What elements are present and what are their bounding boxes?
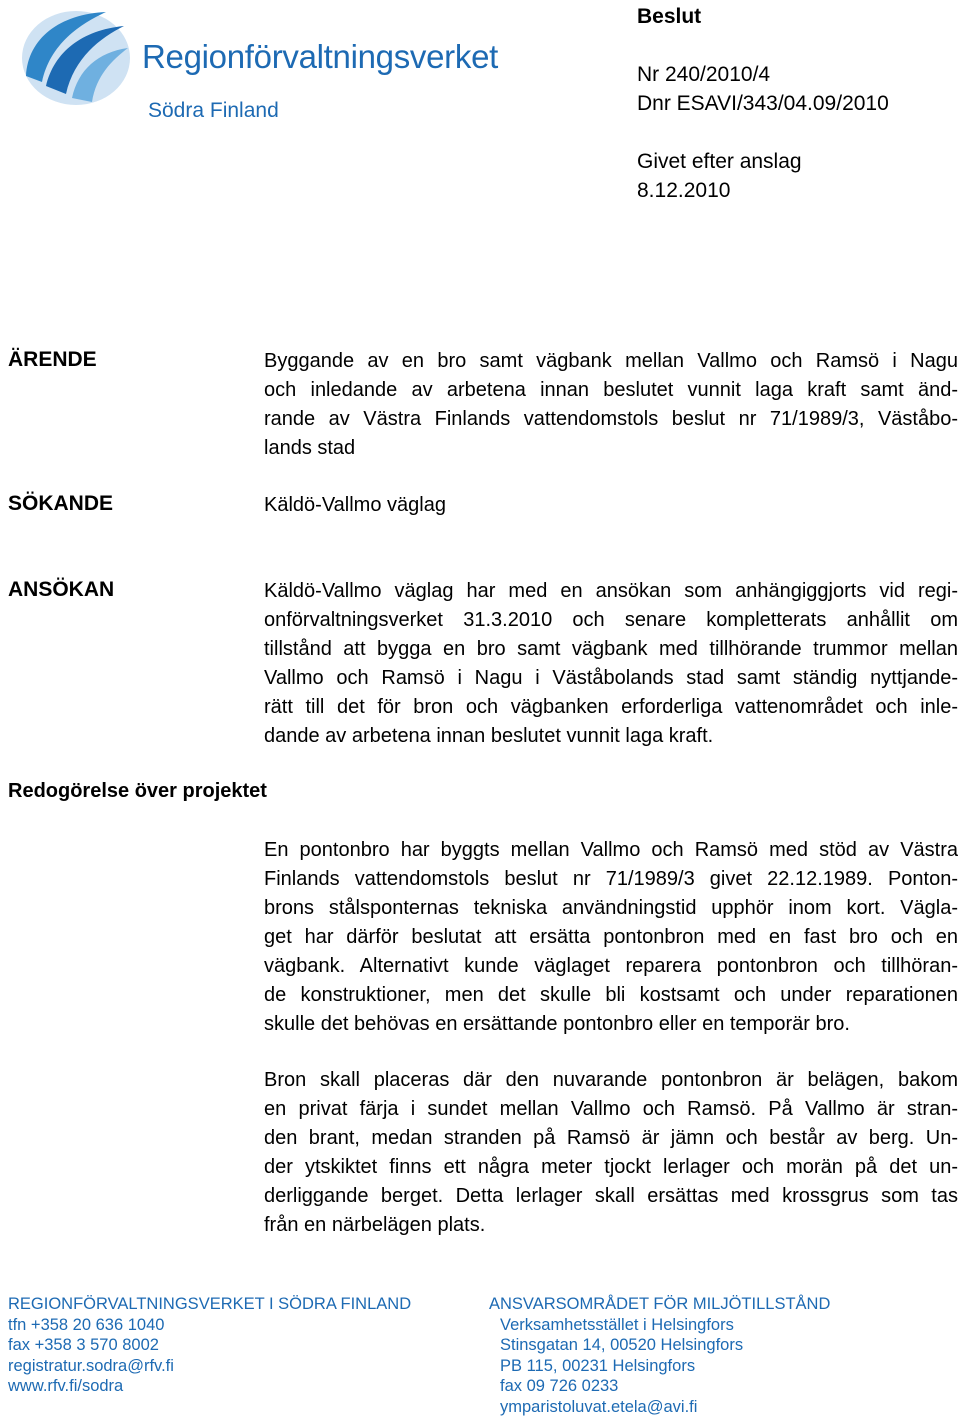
footer-agency-phone: tfn +358 20 636 1040 — [8, 1315, 165, 1334]
footer-department-email[interactable]: ymparistoluvat.etela@avi.fi — [500, 1397, 698, 1416]
text-line: Bron skall placeras där den nuvarande pontonbron är belägen, bakom — [264, 1069, 958, 1091]
footer-agency-website[interactable]: www.rfv.fi/sodra — [8, 1377, 124, 1395]
diary-number: Dnr ESAVI/343/04.09/2010 — [637, 92, 889, 115]
text-line: från en närbelägen plats. — [264, 1214, 486, 1236]
text-line: lands stad — [264, 437, 356, 459]
redogorelse-heading: Redogörelse över projektet — [8, 780, 267, 802]
footer-department-title: ANSVARSOMRÅDET FÖR MILJÖTILLSTÅND — [489, 1295, 831, 1313]
redogorelse-paragraph-1 — [264, 836, 958, 1039]
text-line: onförvaltningsverket 31.3.2010 och senare kompletterats anhållit om — [264, 609, 958, 631]
decision-number: Nr 240/2010/4 — [637, 63, 771, 86]
footer-agency-email[interactable]: registratur.sodra@rfv.fi — [8, 1356, 174, 1375]
ansokan-text — [264, 577, 958, 751]
text-line: En pontonbro har byggts mellan Vallmo och Ramsö med stöd av Västra — [264, 839, 958, 861]
text-line: derliggande berget. Detta lerlager skall ersättas med krossgrus som tas — [264, 1185, 958, 1207]
text-line: Byggande av en bro samt vägbank mellan Vallmo och Ramsö i Nagu — [264, 350, 958, 372]
footer-department-pobox: PB 115, 00231 Helsingfors — [500, 1356, 696, 1375]
text-line: rätt till det för bron och vägbanken erforderliga vattenområdet och inle- — [264, 696, 958, 718]
text-line: Vallmo och Ramsö i Nagu i Väståbolands stad samt ständig nyttjande- — [264, 667, 958, 689]
text-line: den brant, medan stranden på Ramsö är jämn och består av berg. Un- — [264, 1127, 958, 1149]
text-line: der ytskiktet finns ett några meter tjockt lerlager och morän på det un- — [264, 1156, 958, 1178]
logo-emblem — [20, 8, 132, 108]
document-type: Beslut — [637, 5, 702, 28]
given-date: 8.12.2010 — [637, 179, 731, 202]
sokande-value — [264, 491, 958, 520]
ansokan-label: ANSÖKAN — [8, 578, 115, 601]
text-line: rande av Västra Finlands vattendomstols beslut nr 71/1989/3, Väståbo- — [264, 408, 958, 430]
footer-department — [489, 1294, 830, 1417]
logo-region: Södra Finland — [148, 99, 279, 122]
given-label: Givet efter anslag — [637, 150, 802, 173]
arende-text — [264, 347, 958, 463]
text-line: Finlands vattendomstols beslut nr 71/1989/3 givet 22.12.1989. Ponton- — [264, 868, 958, 890]
text-line: de konstruktioner, men det skulle bli kostsamt och under reparationen — [264, 984, 958, 1006]
arende-label: ÄRENDE — [8, 348, 97, 371]
footer-department-office: Verksamhetsstället i Helsingfors — [500, 1315, 734, 1334]
text-line: Käldö-Vallmo väglag — [264, 494, 446, 516]
text-line: en privat färja i sundet mellan Vallmo och Ramsö. På Vallmo är stran- — [264, 1098, 958, 1120]
text-line: tillstånd att bygga en bro samt vägbank med tillhörande trummor mellan — [264, 638, 958, 660]
footer-department-street: Stinsgatan 14, 00520 Helsingfors — [500, 1336, 744, 1354]
text-line: vägbank. Alternativt kunde väglaget reparera pontonbron och tillhöran- — [264, 955, 958, 977]
footer-agency — [8, 1294, 411, 1397]
footer-agency-fax: fax +358 3 570 8002 — [8, 1336, 159, 1354]
logo-name: Regionförvaltningsverket — [142, 38, 498, 75]
text-line: Käldö-Vallmo väglag har med en ansökan som anhängiggjorts vid regi- — [264, 580, 958, 602]
redogorelse-paragraph-2 — [264, 1066, 958, 1240]
footer-department-fax: fax 09 726 0233 — [500, 1377, 619, 1395]
sokande-label: SÖKANDE — [8, 492, 114, 515]
text-line: och inledande av arbetena innan beslutet vunnit laga kraft samt änd- — [264, 379, 958, 401]
text-line: brons stålsponternas tekniska användningstid upphör inom kort. Vägla- — [264, 897, 958, 919]
text-line: skulle det behövas en ersättande pontonbro eller en temporär bro. — [264, 1013, 850, 1035]
footer-agency-title: REGIONFÖRVALTNINGSVERKET I SÖDRA FINLAND — [8, 1295, 412, 1313]
text-line: get har därför beslutat att ersätta pontonbron med en fast bro och en — [264, 926, 958, 948]
text-line: dande av arbetena innan beslutet vunnit laga kraft. — [264, 725, 714, 747]
